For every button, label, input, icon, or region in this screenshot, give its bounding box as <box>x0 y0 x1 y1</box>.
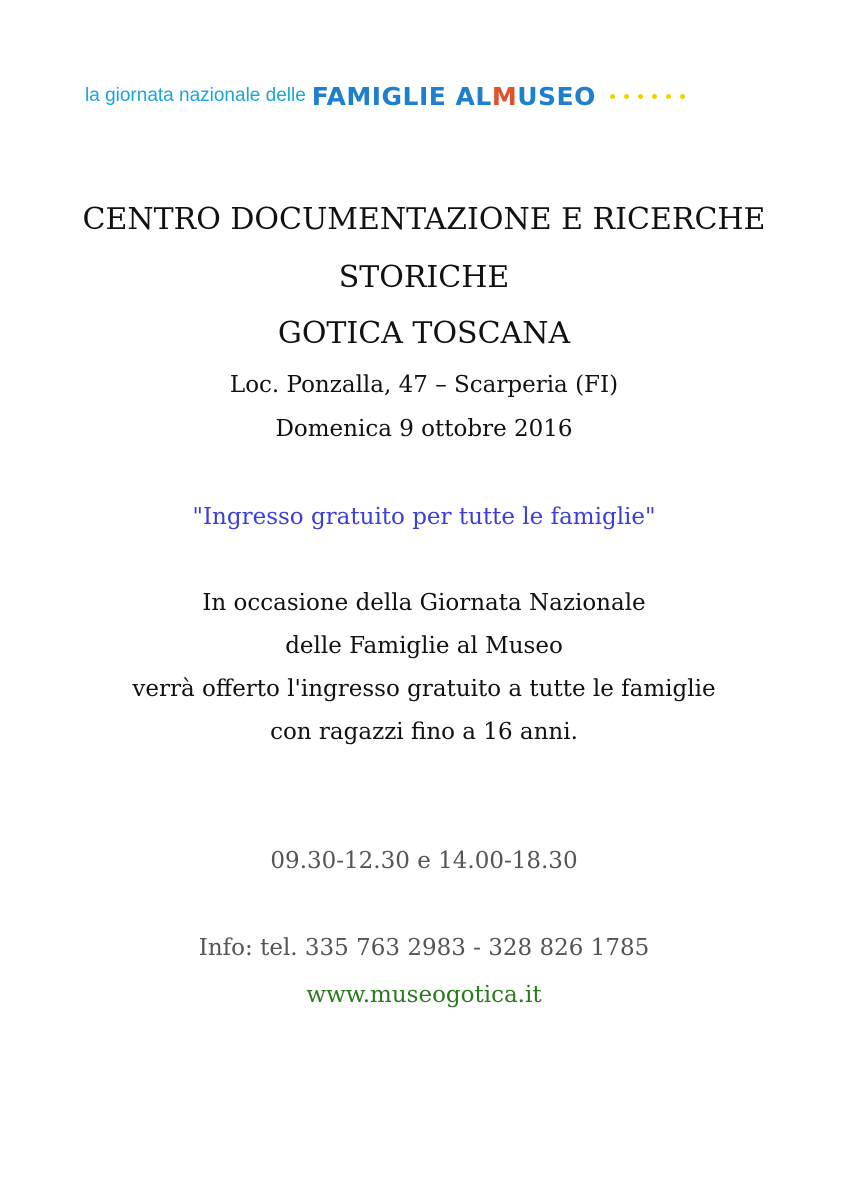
logo-title-part1: FAMIGLIE AL <box>311 81 492 111</box>
logo-dot-icon <box>680 94 685 99</box>
description-line-4: con ragazzi fino a 16 anni. <box>270 719 578 745</box>
contact-info: Info: tel. 335 763 2983 - 328 826 1785 <box>198 935 650 961</box>
logo-dot-icon <box>638 94 643 99</box>
description-line-2: delle Famiglie al Museo <box>285 633 563 659</box>
logo-dots <box>610 94 685 99</box>
title-line-3: GOTICA TOSCANA <box>277 316 571 351</box>
title-line-1: CENTRO DOCUMENTAZIONE E RICERCHE <box>82 202 766 237</box>
address-text: Loc. Ponzalla, 47 – Scarperia (FI) <box>229 372 619 398</box>
logo-dot-icon <box>652 94 657 99</box>
description-line-3: verrà offerto l'ingresso gratuito a tutte le famiglie <box>132 676 716 702</box>
opening-hours: 09.30-12.30 e 14.00-18.30 <box>270 848 578 874</box>
logo-dot-icon <box>666 94 671 99</box>
description-line-1: In occasione della Giornata Nazionale <box>202 590 646 616</box>
free-entry-quote: "Ingresso gratuito per tutte le famiglie" <box>192 504 656 530</box>
logo-title-part2: USEO <box>517 81 596 111</box>
logo-title-m: M <box>491 81 518 111</box>
logo-prefix-text: la giornata nazionale delle <box>85 85 306 106</box>
title-line-2: STORICHE <box>338 260 510 295</box>
date-text: Domenica 9 ottobre 2016 <box>275 416 573 442</box>
website-link[interactable]: www.museogotica.it <box>306 982 542 1008</box>
logo-title <box>312 82 596 111</box>
event-logo <box>85 78 785 114</box>
logo-dot-icon <box>610 94 615 99</box>
logo-dot-icon <box>624 94 629 99</box>
